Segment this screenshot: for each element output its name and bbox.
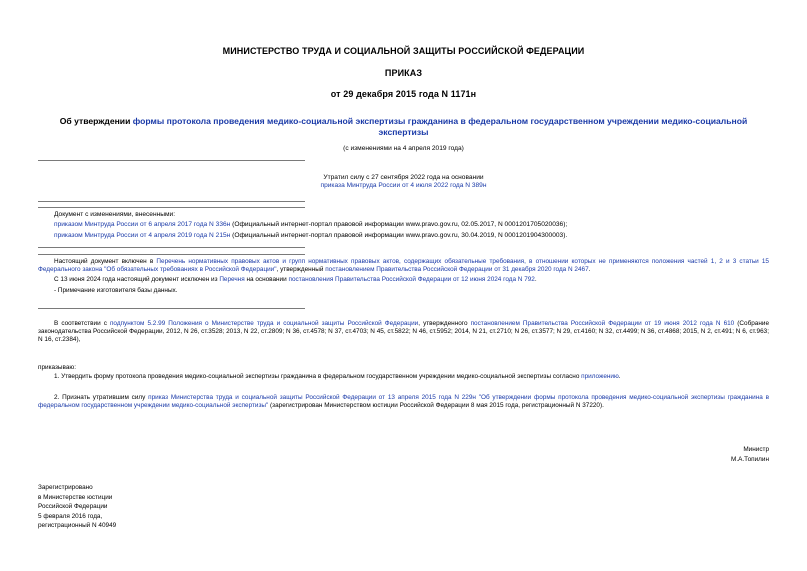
list-link[interactable]: Перечня: [219, 276, 245, 284]
regulation-subclause-link[interactable]: подпунктом 5.2.99 Положения о Министерстве труда и социальной защиты Российской Федерации: [109, 320, 419, 327]
changes-block: [54, 211, 779, 240]
body-text: В соответствии с: [54, 320, 110, 327]
item-1: [38, 373, 769, 381]
repealed-order-link[interactable]: приказ Министерства труда и социальной защиты Российской Федерации от 13 апреля 2015 года N 229н "Об утверждении формы протокола проведения медико-социальной экспертизы гражданина в федеральном государственном учреждении медико-социальной экспертизы": [38, 394, 769, 410]
body-text: 2. Признать утратившим силу: [54, 394, 149, 401]
notice-text: на основании: [244, 276, 289, 284]
preamble-paragraph: [38, 320, 769, 345]
appendix-link[interactable]: приложению: [581, 373, 619, 380]
signature-role: Министр: [743, 446, 769, 453]
body-text: (зарегистрирован Министерством юстиции Российской Федерации 8 мая 2015 года, регистрационный N 37220).: [268, 402, 604, 410]
body-text: 1. Утвердить форму протокола проведения медико-социальной экспертизы гражданина в федеральном государственном учреждении медико-социальной экспертизы согласно: [54, 373, 582, 380]
item-2: [38, 394, 769, 410]
document-type: ПРИКАЗ: [384, 68, 423, 78]
inclusion-paragraph: [38, 258, 769, 274]
change-text: (Официальный интернет-портал правовой информации www.pravo.gov.ru, 30.04.2019, N 0001201904300003).: [230, 231, 568, 239]
registration-line: 5 февраля 2016 года,: [38, 512, 103, 520]
signature-name: М.А.Топилин: [731, 456, 769, 464]
expired-line: Утратил силу с 27 сентября 2022 года на основании: [323, 174, 484, 181]
signature: [731, 446, 769, 464]
registration-block: [38, 483, 116, 531]
registration-line: Зарегистрировано: [38, 484, 93, 491]
divider: [38, 308, 305, 309]
ministry-heading: МИНИСТЕРСТВО ТРУДА И СОЦИАЛЬНОЙ ЗАЩИТЫ РОССИЙСКОЙ ФЕДЕРАЦИИ: [222, 46, 585, 56]
divider: [38, 207, 305, 208]
change-link-2017[interactable]: приказом Минтруда России от 6 апреля 2017 года N 336н: [54, 221, 231, 229]
requirements-list-link[interactable]: Перечень нормативных правовых актов и групп нормативных правовых актов, содержащих обязательные требования, в отношении которых не применяются положения частей 1, 2 и 3 статьи 15 Федерального закона "Об обязательных требованиях в Российской Федерации": [38, 258, 769, 274]
database-note: - Примечание изготовителя базы данных.: [54, 286, 178, 294]
notice-text: Настоящий документ включен в: [54, 258, 157, 265]
change-text: (Официальный интернет-портал правовой информации www.pravo.gov.ru, 02.05.2017, N 0001201705020036);: [230, 221, 568, 229]
preamble: [38, 320, 769, 345]
body-text: (Собрание законодательства Российской Федерации, 2012, N 26, ст.3528; 2013, N 22, ст.2809; N 36, ст.4578; N 37, ст.4703; N 45, ст.5822; N 46, ст.5952; 2014, N 21, ст.2710; N 26, ст.3577; N 29, ст.4160; N 32, ст.4499; N 36, ст.4868; 2015, N 2, ст.491; N 6, ст.963; N 16, ст.2384),: [38, 320, 770, 344]
government-decree-610-link[interactable]: постановлением Правительства Российской Федерации от 19 июня 2012 года N 610: [470, 320, 735, 327]
registration-line: Российской Федерации: [38, 503, 108, 511]
notice-text: С 13 июня 2024 года настоящий документ исключен из: [54, 276, 220, 284]
government-decree-792-link[interactable]: постановления Правительства Российской Федерации от 12 июня 2024 года N 792: [288, 276, 535, 284]
changes-item: [54, 221, 779, 229]
title-prefix: Об утверждении: [59, 116, 133, 126]
document-title: [55, 116, 752, 138]
changes-item: [54, 232, 779, 240]
order-word: приказываю:: [38, 364, 76, 371]
registration-line: в Министерстве юстиции: [38, 493, 113, 501]
divider: [38, 247, 305, 248]
revision-note: (с изменениями на 4 апреля 2019 года): [343, 145, 464, 152]
divider: [38, 201, 305, 202]
registration-line: регистрационный N 40949: [38, 522, 117, 530]
expired-notice: [30, 174, 777, 191]
notice-text: .: [534, 276, 537, 284]
change-link-2019[interactable]: приказом Минтруда России от 4 апреля 2019 года N 215н: [54, 231, 231, 239]
notice-text: .: [588, 266, 591, 274]
body-text: , утвержденного: [418, 320, 471, 327]
changes-intro: Документ с изменениями, внесенными:: [54, 211, 176, 218]
document-date-number: от 29 декабря 2015 года N 1171н: [330, 89, 477, 99]
divider: [38, 160, 305, 161]
exclusion-paragraph: [38, 276, 769, 284]
notice-text: , утвержденный: [276, 266, 326, 274]
body-text: .: [618, 373, 621, 380]
divider: [38, 254, 305, 255]
government-decree-2467-link[interactable]: постановлением Правительства Российской Федерации от 31 декабря 2020 года N 2467: [325, 266, 589, 274]
inclusion-notice: [38, 258, 769, 295]
title-form-link[interactable]: формы протокола проведения медико-социальной экспертизы гражданина в федеральном государственном учреждении медико-социальной экспертизы: [132, 116, 748, 137]
expired-link[interactable]: приказа Минтруда России от 4 июля 2022 года N 389н: [320, 182, 487, 190]
